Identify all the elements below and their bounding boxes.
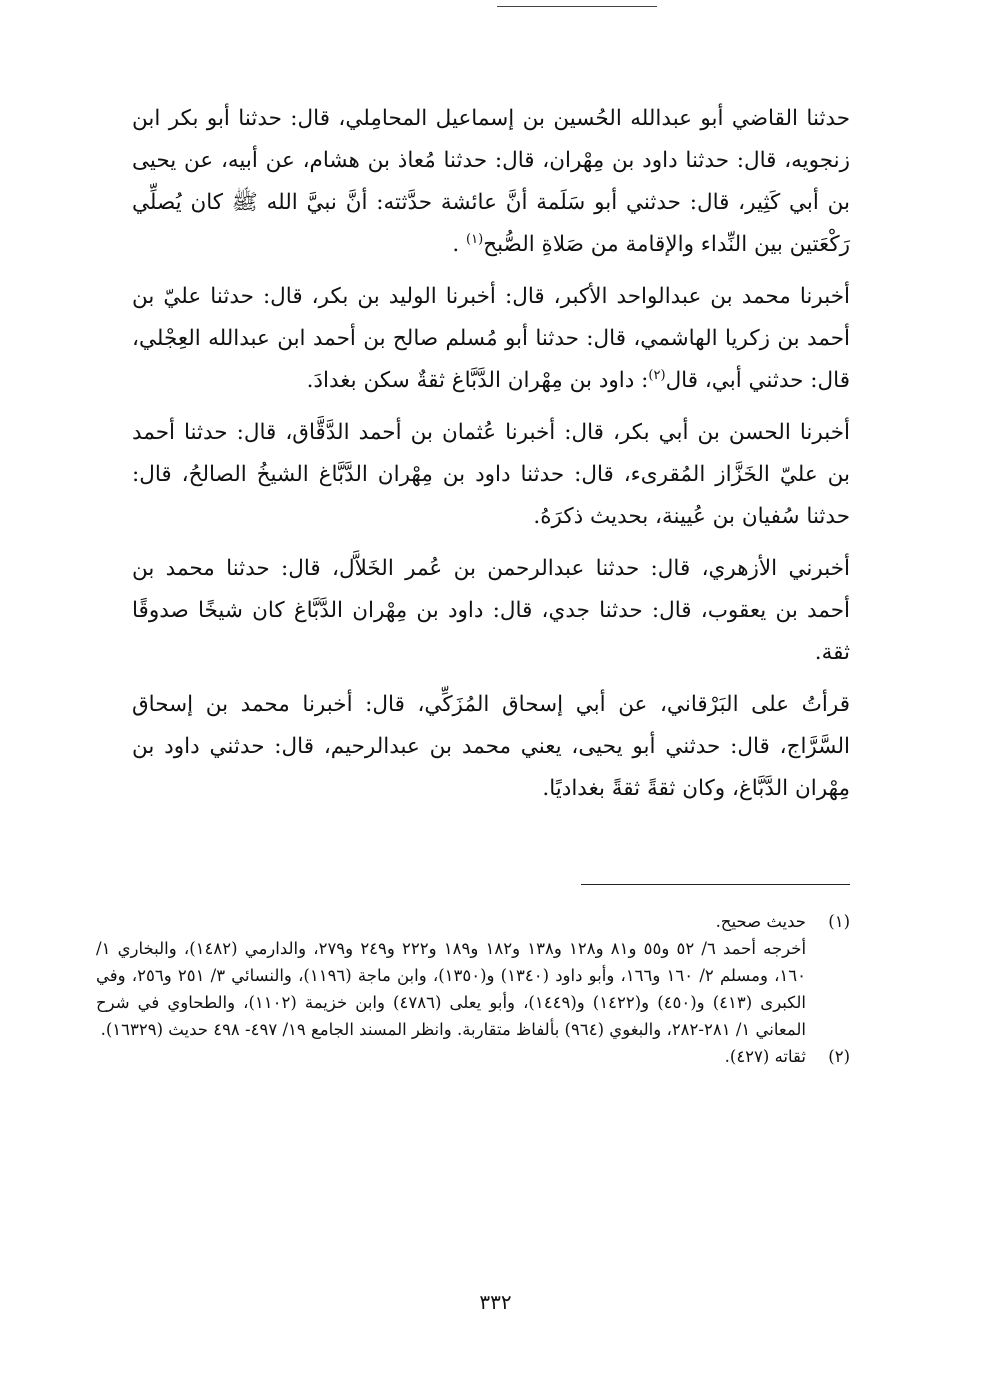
paragraph-5 bbox=[132, 684, 850, 810]
paragraph-1-text: حدثنا القاضي أبو عبدالله الحُسين بن إسماعيل المحامِلي، قال: حدثنا أبو بكر ابن زنجويه، قال: حدثنا داود بن مِهْران، قال: حدثنا مُعاذ بن هشام، عن أبيه، عن يحيى بن أبي كَثِير، قال: حدثني أبو سَلَمة أنَّ عائشة حدَّثته: أنَّ نبيَّ الله ﷺ كان يُصلِّي رَكْعَتين بين النِّداء والإقامة من صَلاةِ الصُّبح bbox=[132, 106, 850, 257]
paragraph-1-tail: . bbox=[452, 232, 467, 257]
footnote-1-first-line bbox=[96, 908, 850, 935]
paragraph-4 bbox=[132, 548, 850, 674]
footnote-1-line-1: حديث صحيح. bbox=[715, 912, 806, 931]
footnote-ref-1[interactable]: (١) bbox=[466, 231, 484, 247]
footnote-2-number: (٢) bbox=[828, 1047, 850, 1066]
header-rule bbox=[497, 6, 657, 7]
paragraph-2 bbox=[132, 276, 850, 402]
paragraph-3-text: أخبرنا الحسن بن أبي بكر، قال: أخبرنا عُثمان بن أحمد الدَّقَّاق، قال: حدثنا أحمد بن عليّ الخَزَّاز المُقرىء، قال: حدثنا داود بن مِهْران الدَّبَّاغ الشيخُ الصالحُ، قال: حدثنا سُفيان بن عُيينة، بحديث ذكرَهُ. bbox=[132, 420, 850, 529]
footnote-1 bbox=[96, 908, 850, 1043]
footnote-1-line-2: أخرجه أحمد ٦/ ٥٢ و٥٥ و٨١ و١٢٨ و١٣٨ و١٨٢ و١٨٩ و٢٢٢ و٢٤٩ و٢٧٩، والدارمي (١٤٨٢)، والبخاري ١/ ١٦٠، ومسلم ٢/ ١٦٠ و١٦٦، وأبو داود (١٣٤٠) و(١٣٥٠)، وابن ماجة (١١٩٦)، والنسائي ٣/ ٢٥١ و٢٥٦، وفي الكبرى (٤١٣) و(٤٥٠) و(١٤٢٢) و(١٤٤٩)، وأبو يعلى (٤٧٨٦) وابن خزيمة (١١٠٢)، والطحاوي في شرح المعاني ١/ ٢٨١-٢٨٢، والبغوي (٩٦٤) بألفاظ متقاربة. وانظر المسند الجامع ١٩/ ٤٩٧- ٤٩٨ حديث (١٦٣٢٩). bbox=[96, 939, 807, 1039]
paragraph-2-tail: : داود بن مِهْران الدَّبَّاغ ثقةٌ سكن بغدادَ. bbox=[306, 368, 649, 393]
paragraph-5-text: قرأتُ على البَرْقاني، عن أبي إسحاق المُزَكِّي، قال: أخبرنا محمد بن إسحاق السَّرَّاج، قال: حدثني أبو يحيى، يعني محمد بن عبدالرحيم، قال: حدثني داود بن مِهْران الدَّبَّاغ، وكان ثقةً ثقةً بغداديًا. bbox=[132, 692, 850, 801]
paragraph-1 bbox=[132, 98, 850, 266]
paragraph-3 bbox=[132, 412, 850, 538]
footnote-2-first-line bbox=[96, 1043, 850, 1070]
main-text bbox=[132, 98, 850, 820]
footnote-ref-2[interactable]: (٢) bbox=[648, 367, 666, 383]
page-number: ٣٣٢ bbox=[479, 1290, 512, 1314]
footnote-1-number: (١) bbox=[828, 912, 850, 931]
footnote-2-line-1: ثقاته (٤٢٧). bbox=[724, 1047, 806, 1066]
footnote-separator bbox=[581, 884, 850, 885]
paragraph-4-text: أخبرني الأزهري، قال: حدثنا عبدالرحمن بن عُمر الخَلاَّل، قال: حدثنا محمد بن أحمد بن يعقوب، قال: حدثنا جدي، قال: داود بن مِهْران الدَّبَّاغ كان شيخًا صدوقًا ثقة. bbox=[132, 556, 850, 665]
footnote-2 bbox=[96, 1043, 850, 1070]
footnotes bbox=[96, 908, 850, 1070]
paragraph-2-text: أخبرنا محمد بن عبدالواحد الأكبر، قال: أخبرنا الوليد بن بكر، قال: حدثنا عليّ بن أحمد بن زكريا الهاشمي، قال: حدثنا أبو مُسلم صالح بن أحمد ابن عبدالله العِجْلي، قال: حدثني أبي، قال bbox=[132, 284, 850, 393]
